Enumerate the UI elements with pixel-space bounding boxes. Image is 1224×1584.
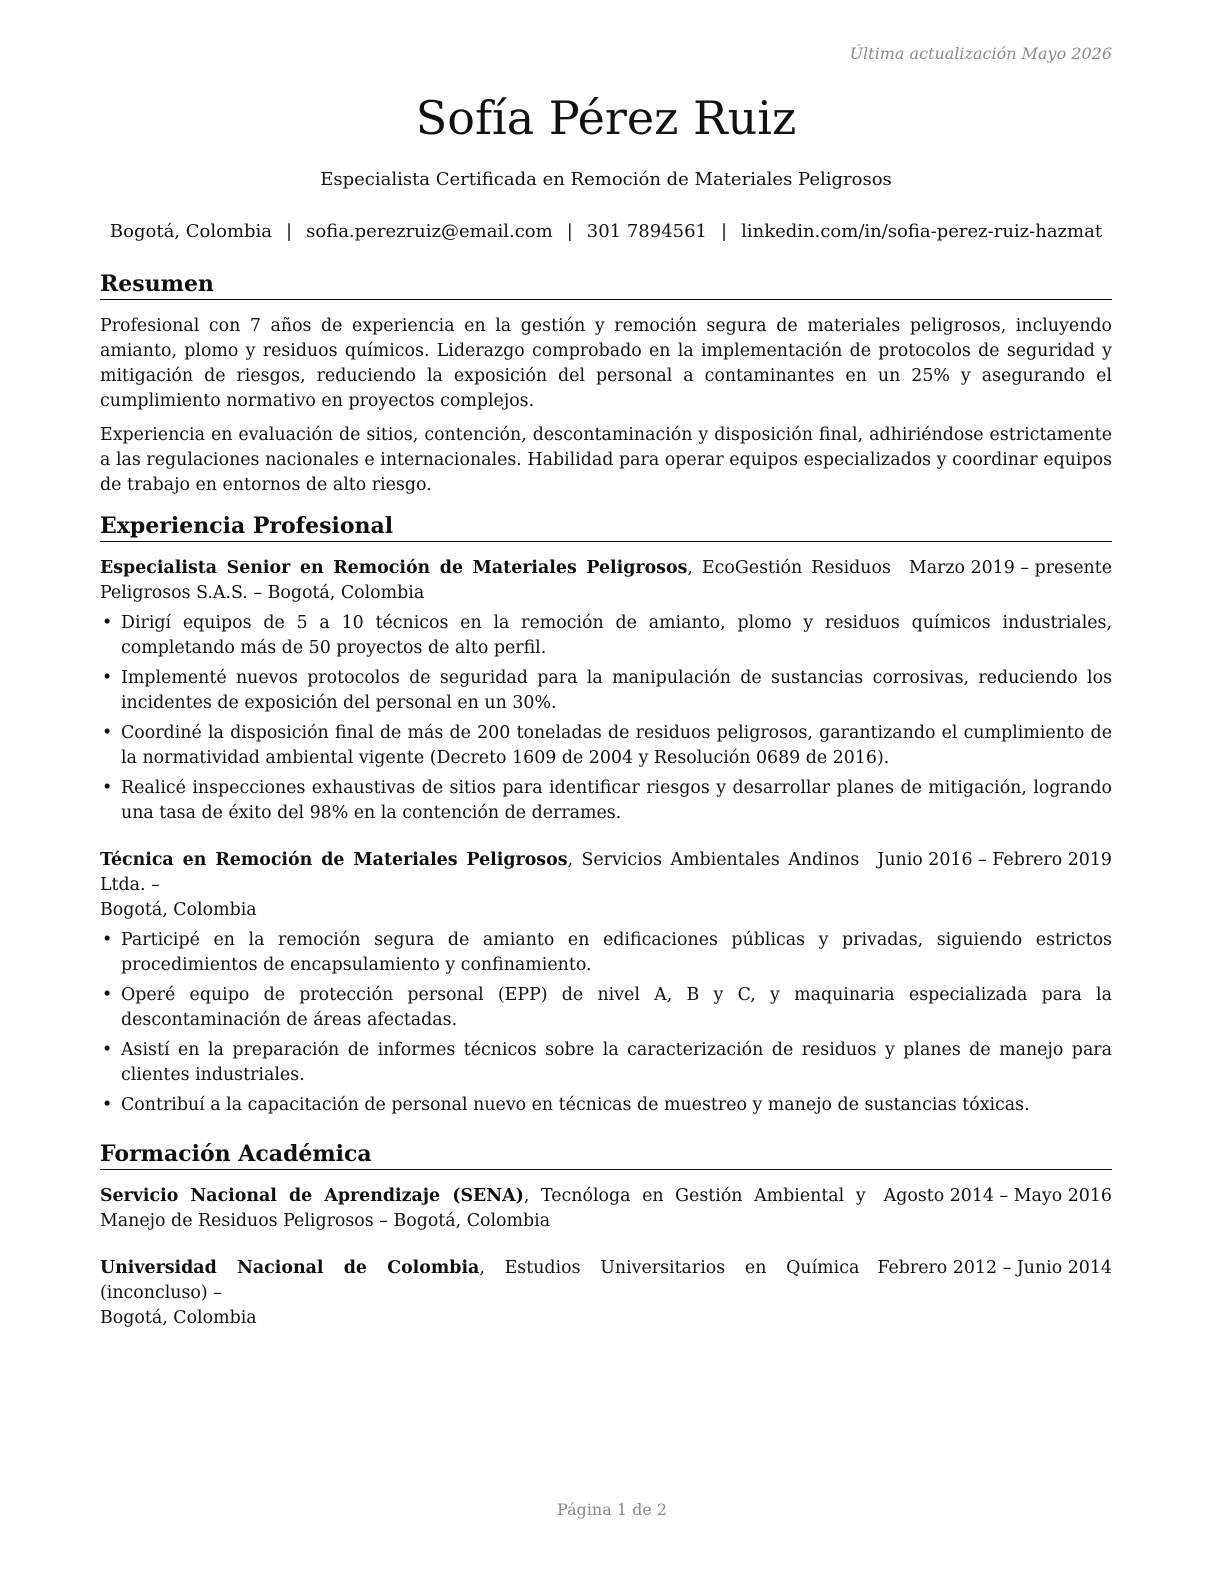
bullet-icon: • xyxy=(102,613,113,633)
contact-separator: | xyxy=(721,221,728,242)
job-bullet: • Realicé inspecciones exhaustivas de sitios para identificar riesgos y desarrollar planes de mitigación, logrando una tasa de éxito del 98% en la contención de derrames. xyxy=(102,778,1112,823)
job-header xyxy=(100,848,1112,898)
summary-paragraph: Experiencia en evaluación de sitios, contención, descontaminación y disposición final, adhiriéndose estrictamente a las regulaciones nacionales e internacionales. Habilidad para operar equipos especializados y coordinar equipos de trabajo en entornos de alto riesgo. xyxy=(100,425,1112,495)
page-number: Página 1 de 2 xyxy=(556,1500,668,1519)
bullet-icon: • xyxy=(102,985,113,1005)
job-bullet: • Participé en la remoción segura de amianto en edificaciones públicas y privadas, siguiendo estrictos procedimientos de encapsulamiento y confinamiento. xyxy=(102,930,1112,975)
education-dates: Agosto 2014 – Mayo 2016 xyxy=(883,1186,1112,1206)
summary-paragraph: Profesional con 7 años de experiencia en la gestión y remoción segura de materiales peligrosos, incluyendo amianto, plomo y residuos químicos. Liderazgo comprobado en la implementación de protocolos de seguridad y mitigación de riesgos, reduciendo la exposición del personal a contaminantes en un 25% y asegurando el cumplimiento normativo en proyectos complejos. xyxy=(100,316,1112,411)
education-header xyxy=(100,1184,1112,1234)
last-updated: Última actualización Mayo 2026 xyxy=(849,44,1112,63)
job-organization: , Servicios Ambientales Andinos Ltda. – xyxy=(100,850,860,895)
resume-content xyxy=(100,270,1112,1353)
section-title-education: Formación Académica xyxy=(100,1140,1112,1170)
bullet-icon: • xyxy=(102,778,113,798)
bullet-icon: • xyxy=(102,1040,113,1060)
job-entry xyxy=(100,556,1112,826)
job-bullet: • Coordiné la disposición final de más de 200 toneladas de residuos peligrosos, garantizando el cumplimiento de la normatividad ambiental vigente (Decreto 1609 de 2004 y Resolución 0689 de 2016). xyxy=(102,723,1112,768)
candidate-name: Sofía Pérez Ruiz xyxy=(415,91,797,145)
bullet-icon: • xyxy=(102,668,113,688)
education-detail: , Estudios Universitarios en Química (inconcluso) – xyxy=(100,1258,860,1303)
job-bullets xyxy=(100,928,1112,1118)
education-entry xyxy=(100,1184,1112,1234)
professional-title: Especialista Certificada en Remoción de Materiales Peligrosos xyxy=(320,169,892,190)
contact-linkedin[interactable]: linkedin.com/in/sofia-perez-ruiz-hazmat xyxy=(741,221,1103,242)
education-header xyxy=(100,1256,1112,1306)
job-dates: Junio 2016 – Febrero 2019 xyxy=(877,850,1112,870)
job-bullet: • Implementé nuevos protocolos de seguridad para la manipulación de sustancias corrosivas, reduciendo los incidentes de exposición del personal en un 30%. xyxy=(102,668,1112,713)
job-dates: Marzo 2019 – presente xyxy=(908,558,1112,578)
contact-location: Bogotá, Colombia xyxy=(109,221,273,242)
education-school: Universidad Nacional de Colombia xyxy=(100,1258,480,1278)
education-detail: , Tecnóloga en Gestión Ambiental y Manejo de Residuos Peligrosos – Bogotá, Colombia xyxy=(100,1186,866,1231)
job-organization: , EcoGestión Residuos Peligrosos S.A.S. – Bogotá, Colombia xyxy=(100,558,891,603)
job-bullet: • Operé equipo de protección personal (EPP) de nivel A, B y C, y maquinaria especializada para la descontaminación de áreas afectadas. xyxy=(102,985,1112,1030)
job-role: Técnica en Remoción de Materiales Peligrosos xyxy=(100,850,568,870)
summary-section xyxy=(100,270,1112,498)
section-title-experience: Experiencia Profesional xyxy=(100,512,1112,542)
job-bullet: • Contribuí a la capacitación de personal nuevo en técnicas de muestreo y manejo de sustancias tóxicas. xyxy=(100,1093,1112,1118)
bullet-icon: • xyxy=(102,1095,113,1115)
bullet-icon: • xyxy=(102,930,113,950)
contact-separator: | xyxy=(286,221,293,242)
education-school: Servicio Nacional de Aprendizaje (SENA) xyxy=(100,1186,524,1206)
experience-section xyxy=(100,512,1112,1118)
contact-line xyxy=(100,220,1112,244)
job-role: Especialista Senior en Remoción de Materiales Peligrosos xyxy=(100,558,688,578)
job-entry xyxy=(100,848,1112,1118)
job-bullet: • Dirigí equipos de 5 a 10 técnicos en la remoción de amianto, plomo y residuos químicos industriales, completando más de 50 proyectos de alto perfil. xyxy=(102,613,1112,658)
section-title-summary: Resumen xyxy=(100,270,1112,300)
job-bullet: • Asistí en la preparación de informes técnicos sobre la caracterización de residuos y planes de manejo para clientes industriales. xyxy=(102,1040,1112,1085)
contact-separator: | xyxy=(566,221,573,242)
contact-phone: 301 7894561 xyxy=(586,221,708,242)
bullet-icon: • xyxy=(102,723,113,743)
job-bullets xyxy=(100,611,1112,826)
job-location: Bogotá, Colombia xyxy=(100,900,257,920)
education-dates: Febrero 2012 – Junio 2014 xyxy=(877,1258,1112,1278)
contact-email[interactable]: sofia.perezruiz@email.com xyxy=(306,221,553,242)
job-header xyxy=(100,556,1112,606)
education-section xyxy=(100,1140,1112,1331)
education-location: Bogotá, Colombia xyxy=(100,1308,257,1328)
education-entry xyxy=(100,1256,1112,1331)
